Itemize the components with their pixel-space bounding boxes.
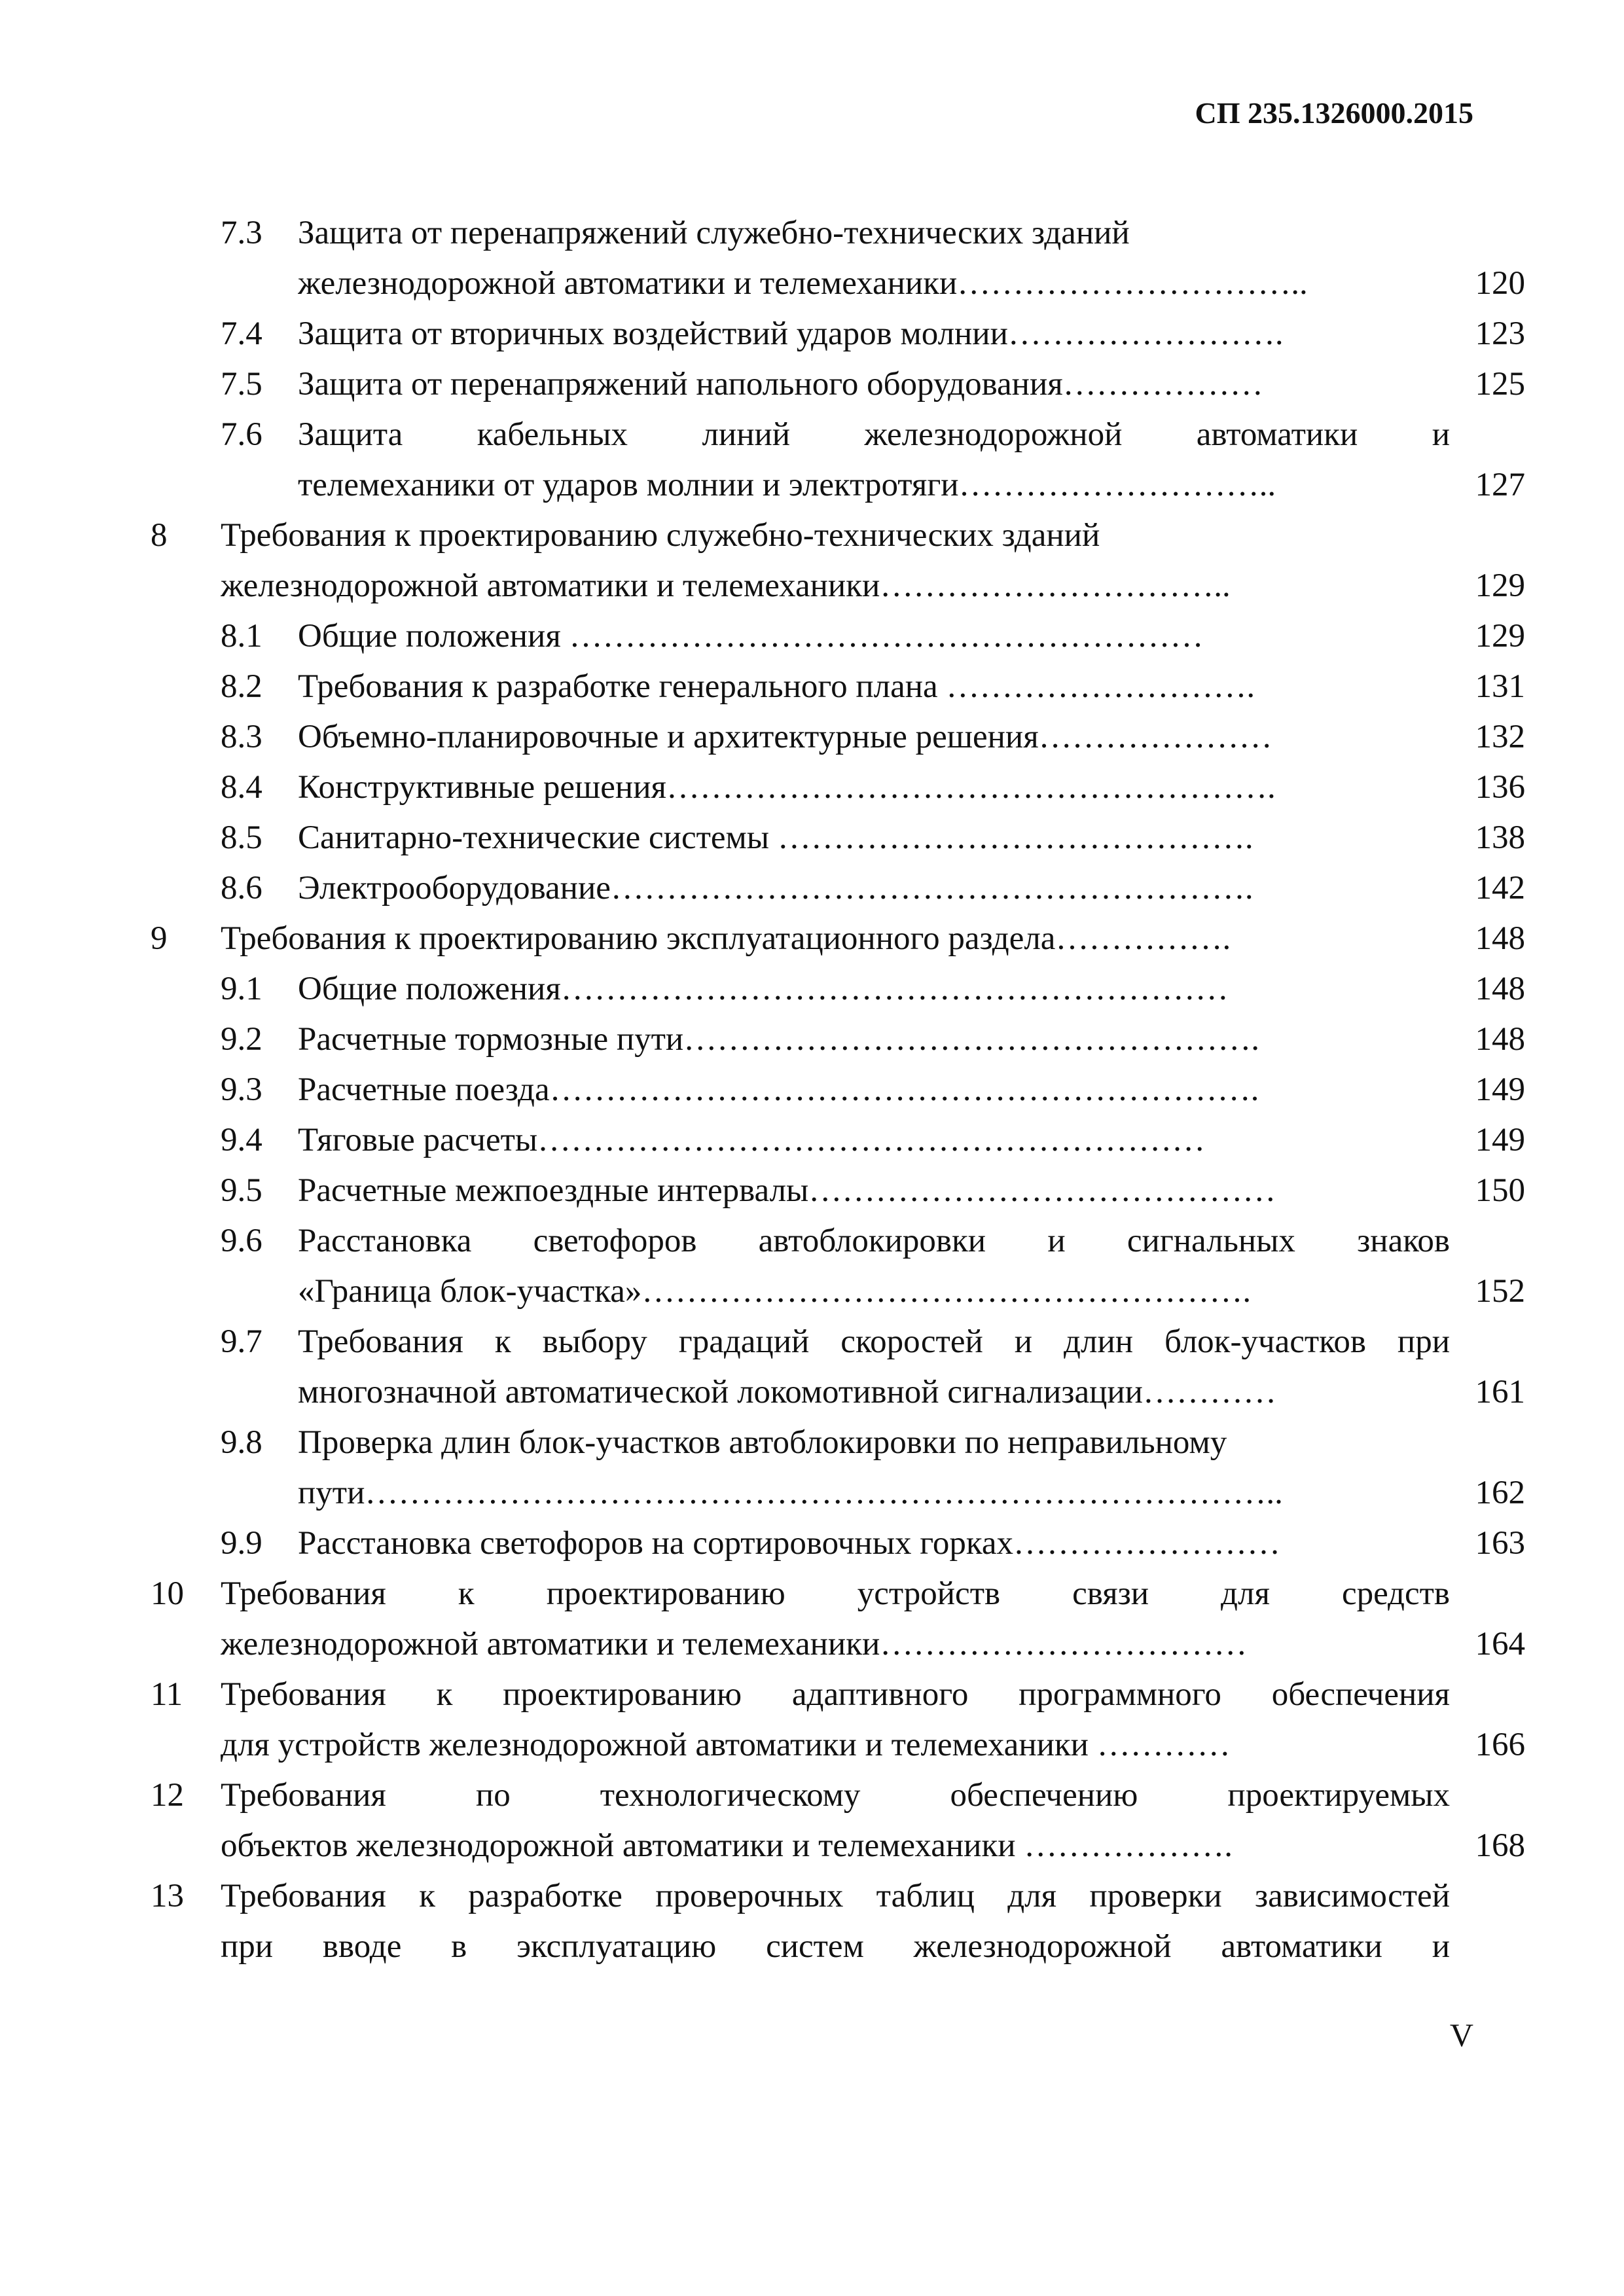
toc-entry-title: пути……………………………………………………………………….. [298, 1475, 1283, 1511]
toc-line [151, 309, 1525, 359]
toc-line [151, 964, 1525, 1014]
toc-entry-title: Общие положения ………………………………………………… [298, 618, 1204, 655]
toc-line [151, 662, 1525, 712]
toc-entry-page: 161 [1475, 1374, 1525, 1410]
toc-entry-title: объектов железнодорожной автоматики и телемеханики ………………. [221, 1827, 1233, 1864]
toc-entry-title: железнодорожной автоматики и телемеханики………………………….. [221, 567, 1231, 604]
toc-entry[interactable] [151, 813, 1525, 863]
toc-entry-number: 7.5 [221, 366, 262, 403]
toc-entry-title: Защита кабельных линий железнодорожной автоматики и [298, 416, 1450, 453]
toc-entry-title: Требования к проектированию эксплуатационного раздела……………. [221, 920, 1231, 957]
toc-entry-page: 149 [1475, 1122, 1525, 1158]
toc-entry-number: 10 [151, 1575, 184, 1612]
toc-entry-number: 9.3 [221, 1071, 262, 1108]
toc-entry-page: 148 [1475, 971, 1525, 1007]
toc-entry-page: 142 [1475, 870, 1525, 906]
toc-entry-page: 125 [1475, 366, 1525, 403]
toc-line [151, 1720, 1525, 1770]
toc-entry[interactable] [151, 1569, 1525, 1670]
toc-entry-number: 7.6 [221, 416, 262, 453]
toc-entry-title: Требования по технологическому обеспечению проектируемых [221, 1777, 1450, 1814]
toc-line [151, 1619, 1525, 1670]
toc-line [151, 460, 1525, 511]
toc-entry-title: Электрооборудование…………………………………………………. [298, 870, 1254, 906]
toc-line [151, 1266, 1525, 1317]
toc-entry-number: 8.3 [221, 719, 262, 755]
toc-entry-page: 148 [1475, 920, 1525, 957]
toc-line [151, 259, 1525, 309]
toc-entry[interactable] [151, 964, 1525, 1014]
toc-entry[interactable] [151, 208, 1525, 309]
toc-entry-number: 7.3 [221, 215, 262, 251]
toc-line [151, 1670, 1525, 1720]
toc-entry[interactable] [151, 863, 1525, 914]
table-of-contents [151, 208, 1525, 1972]
toc-line [151, 359, 1525, 410]
toc-entry[interactable] [151, 1418, 1525, 1518]
toc-line [151, 1014, 1525, 1065]
toc-line [151, 1922, 1525, 1972]
toc-entry-number: 8 [151, 517, 168, 554]
toc-entry-title: Требования к проектированию адаптивного программного обеспечения [221, 1676, 1450, 1713]
toc-line [151, 1569, 1525, 1619]
toc-entry-title: Конструктивные решения………………………………………………. [298, 769, 1276, 806]
toc-entry-number: 9.1 [221, 971, 262, 1007]
toc-line [151, 1468, 1525, 1518]
toc-line [151, 1367, 1525, 1418]
toc-line [151, 1317, 1525, 1367]
toc-line [151, 1418, 1525, 1468]
toc-entry-title: при вводе в эксплуатацию систем железнодорожной автоматики и [221, 1928, 1450, 1965]
toc-entry-number: 13 [151, 1878, 184, 1914]
toc-entry-title: Требования к разработке проверочных таблиц для проверки зависимостей [221, 1878, 1450, 1914]
toc-entry-number: 8.5 [221, 819, 262, 856]
toc-entry-number: 8.4 [221, 769, 262, 806]
toc-entry-number: 9.4 [221, 1122, 262, 1158]
page-number: V [1449, 2017, 1473, 2053]
toc-entry-page: 138 [1475, 819, 1525, 856]
toc-entry[interactable] [151, 309, 1525, 359]
toc-entry-number: 7.4 [221, 315, 262, 352]
toc-entry-title: Требования к выбору градаций скоростей и длин блок-участков при [298, 1323, 1450, 1360]
toc-entry-page: 168 [1475, 1827, 1525, 1864]
toc-entry-number: 8.2 [221, 668, 262, 705]
toc-entry-number: 9.2 [221, 1021, 262, 1058]
toc-entry-page: 150 [1475, 1172, 1525, 1209]
toc-entry-title: Санитарно-технические системы ……………………………………. [298, 819, 1254, 856]
toc-entry-title: Расчетные тормозные пути……………………………………………. [298, 1021, 1259, 1058]
toc-entry-title: Объемно-планировочные и архитектурные решения………………… [298, 719, 1272, 755]
toc-entry-title: железнодорожной автоматики и телемеханики…………………………… [221, 1626, 1248, 1662]
toc-line [151, 712, 1525, 762]
toc-line [151, 1216, 1525, 1266]
toc-entry[interactable] [151, 1871, 1525, 1972]
toc-entry-page: 132 [1475, 719, 1525, 755]
toc-entry-title: Защита от перенапряжений напольного оборудования……………… [298, 366, 1263, 403]
toc-entry-title: Требования к разработке генерального плана ………………………. [298, 668, 1255, 705]
toc-line [151, 1871, 1525, 1922]
toc-entry[interactable] [151, 1518, 1525, 1569]
toc-entry-number: 9.8 [221, 1424, 262, 1461]
toc-entry[interactable] [151, 1014, 1525, 1065]
toc-entry[interactable] [151, 914, 1525, 964]
toc-entry-number: 8.1 [221, 618, 262, 655]
toc-entry-page: 136 [1475, 769, 1525, 806]
toc-line [151, 1518, 1525, 1569]
toc-line [151, 410, 1525, 460]
toc-entry-number: 9.5 [221, 1172, 262, 1209]
toc-entry[interactable] [151, 1115, 1525, 1166]
toc-entry-page: 129 [1475, 618, 1525, 655]
toc-entry[interactable] [151, 1670, 1525, 1770]
toc-entry[interactable] [151, 410, 1525, 511]
toc-entry-page: 148 [1475, 1021, 1525, 1058]
toc-entry[interactable] [151, 1216, 1525, 1317]
toc-entry[interactable] [151, 712, 1525, 762]
toc-entry-number: 9.9 [221, 1525, 262, 1562]
toc-entry-title: Тяговые расчеты…………………………………………………… [298, 1122, 1206, 1158]
toc-entry-number: 9 [151, 920, 168, 957]
toc-entry-page: 131 [1475, 668, 1525, 705]
toc-entry-number: 9.7 [221, 1323, 262, 1360]
toc-line [151, 208, 1525, 259]
toc-entry-page: 123 [1475, 315, 1525, 352]
toc-line [151, 813, 1525, 863]
toc-line [151, 1821, 1525, 1871]
toc-entry-title: для устройств железнодорожной автоматики и телемеханики ………… [221, 1727, 1231, 1763]
toc-line [151, 1115, 1525, 1166]
toc-line [151, 762, 1525, 813]
toc-entry-title: Защита от вторичных воздействий ударов молнии……………………. [298, 315, 1284, 352]
toc-line [151, 863, 1525, 914]
toc-entry[interactable] [151, 1317, 1525, 1418]
toc-entry-page: 164 [1475, 1626, 1525, 1662]
toc-entry-title: железнодорожной автоматики и телемеханики………………………….. [298, 265, 1308, 302]
toc-entry-title: Расстановка светофоров автоблокировки и сигнальных знаков [298, 1223, 1450, 1259]
toc-entry[interactable] [151, 611, 1525, 662]
toc-line [151, 1166, 1525, 1216]
toc-entry-page: 163 [1475, 1525, 1525, 1562]
toc-entry-title: Расстановка светофоров на сортировочных горках…………………… [298, 1525, 1281, 1562]
toc-entry-page: 127 [1475, 467, 1525, 503]
toc-entry-title: многозначной автоматической локомотивной сигнализации………… [298, 1374, 1276, 1410]
toc-entry-page: 120 [1475, 265, 1525, 302]
toc-line [151, 1065, 1525, 1115]
toc-line [151, 914, 1525, 964]
toc-entry-title: Защита от перенапряжений служебно-технических зданий [298, 215, 1130, 251]
toc-entry[interactable] [151, 762, 1525, 813]
toc-line [151, 511, 1525, 561]
toc-entry-number: 11 [151, 1676, 183, 1713]
toc-entry[interactable] [151, 1770, 1525, 1871]
toc-entry[interactable] [151, 511, 1525, 611]
toc-entry-title: Общие положения…………………………………………………… [298, 971, 1229, 1007]
toc-entry[interactable] [151, 1065, 1525, 1115]
toc-entry-title: «Граница блок-участка»………………………………………………. [298, 1273, 1252, 1310]
toc-entry-title: Расчетные межпоездные интервалы…………………………………… [298, 1172, 1276, 1209]
toc-entry-page: 162 [1475, 1475, 1525, 1511]
toc-entry-title: Требования к проектированию служебно-технических зданий [221, 517, 1100, 554]
toc-entry-number: 9.6 [221, 1223, 262, 1259]
toc-entry-title: Расчетные поезда………………………………………………………. [298, 1071, 1259, 1108]
toc-entry-title: телемеханики от ударов молнии и электротяги……………………….. [298, 467, 1276, 503]
toc-line [151, 611, 1525, 662]
document-header: СП 235.1326000.2015 [1195, 96, 1473, 130]
toc-entry[interactable] [151, 662, 1525, 712]
toc-entry[interactable] [151, 1166, 1525, 1216]
toc-entry-number: 8.6 [221, 870, 262, 906]
toc-line [151, 1770, 1525, 1821]
toc-entry-page: 129 [1475, 567, 1525, 604]
toc-entry-title: Требования к проектированию устройств связи для средств [221, 1575, 1450, 1612]
toc-entry-page: 149 [1475, 1071, 1525, 1108]
toc-entry-page: 166 [1475, 1727, 1525, 1763]
toc-entry[interactable] [151, 359, 1525, 410]
toc-entry-number: 12 [151, 1777, 184, 1814]
toc-entry-page: 152 [1475, 1273, 1525, 1310]
toc-entry-title: Проверка длин блок-участков автоблокировки по неправильному [298, 1424, 1227, 1461]
toc-line [151, 561, 1525, 611]
